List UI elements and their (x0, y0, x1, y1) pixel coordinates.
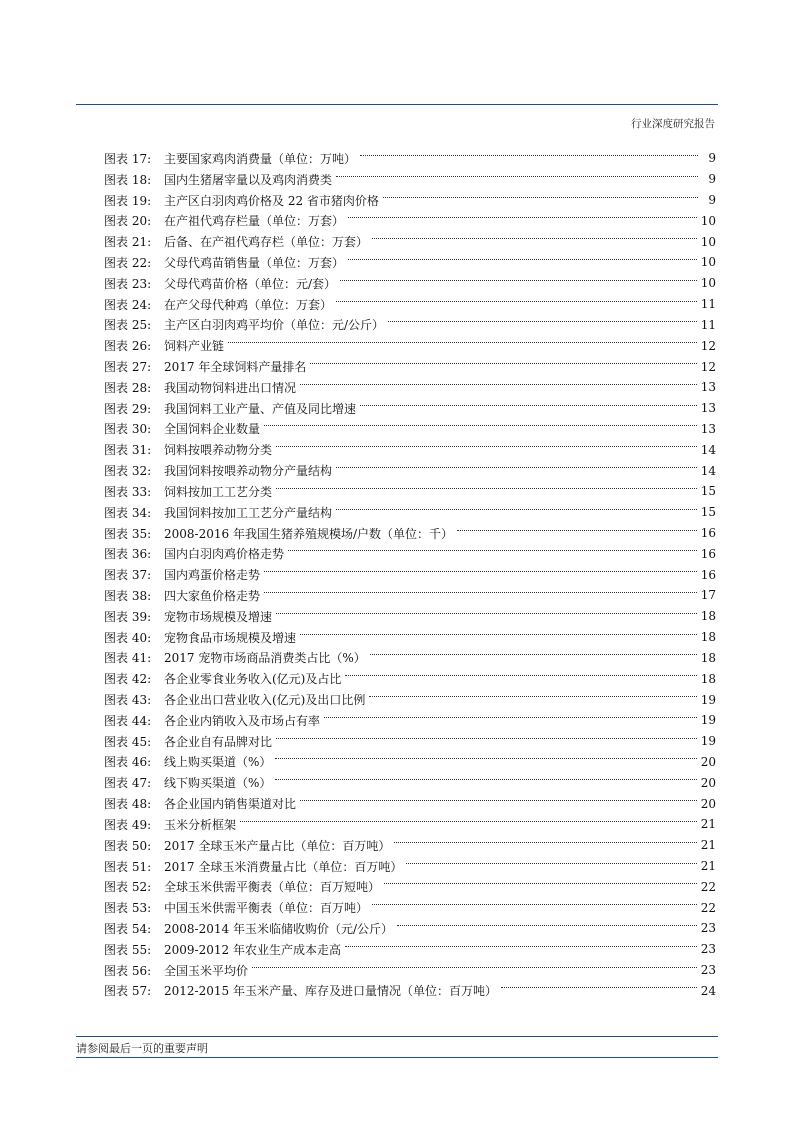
toc-entry-label: 图表 17: (104, 151, 152, 166)
toc-entry-title: 宠物市场规模及增速 (164, 609, 273, 624)
toc-entry-title: 各企业内销收入及市场占有率 (164, 713, 321, 728)
toc-entry-label: 图表 35: (104, 526, 152, 541)
toc-dot-leader (348, 217, 697, 218)
toc-entry-page-number: 18 (700, 650, 716, 665)
toc-dot-leader (288, 550, 697, 551)
toc-entry[interactable] (104, 752, 716, 773)
toc-entry-label: 图表 26: (104, 339, 152, 354)
toc-entry-page-number: 14 (700, 442, 716, 457)
toc-dot-leader (340, 280, 697, 281)
toc-entry[interactable] (104, 169, 716, 190)
toc-entry-label: 图表 46: (104, 755, 152, 770)
toc-dot-leader (336, 176, 698, 177)
toc-entry-page-number: 23 (700, 942, 716, 957)
toc-entry-title: 2008-2014 年玉米临储收购价（元/公斤） (164, 921, 393, 936)
toc-entry-label: 图表 20: (104, 214, 152, 229)
toc-dot-leader (369, 696, 696, 697)
toc-entry[interactable] (104, 689, 716, 710)
toc-entry-title: 各企业出口营业收入(亿元)及出口比例 (164, 693, 366, 708)
toc-entry-page-number: 15 (700, 505, 716, 520)
toc-entry-page-number: 20 (700, 775, 716, 790)
toc-entry-label: 图表 53: (104, 901, 152, 916)
toc-entry[interactable] (104, 148, 716, 169)
toc-dot-leader (240, 821, 697, 822)
toc-dot-leader (264, 571, 697, 572)
toc-dot-leader (252, 967, 697, 968)
toc-entry-title: 我国饲料按加工工艺分产量结构 (164, 505, 333, 520)
toc-entry-label: 图表 25: (104, 318, 152, 333)
toc-entry-title: 四大家鱼价格走势 (164, 588, 261, 603)
toc-dot-leader (324, 717, 697, 718)
toc-dot-leader (275, 758, 696, 759)
toc-entry-title: 线下购买渠道（%） (164, 776, 272, 791)
toc-entry-label: 图表 28: (104, 380, 152, 395)
toc-entry-page-number: 23 (700, 921, 716, 936)
toc-entry-title: 饲料按加工工艺分类 (164, 484, 273, 499)
toc-dot-leader (336, 509, 697, 510)
toc-entry-title: 宠物食品市场规模及增速 (164, 630, 297, 645)
header-rule (76, 104, 718, 105)
toc-dot-leader (372, 238, 697, 239)
toc-entry-page-number: 11 (700, 297, 716, 312)
toc-dot-leader (406, 863, 696, 864)
toc-entry[interactable] (104, 731, 716, 752)
toc-entry[interactable] (104, 981, 716, 1002)
toc-dot-leader (276, 446, 697, 447)
toc-entry-title: 我国动物饲料进出口情况 (164, 380, 297, 395)
toc-entry-label: 图表 36: (104, 547, 152, 562)
toc-entry-label: 图表 57: (104, 984, 152, 999)
toc-entry-label: 图表 54: (104, 921, 152, 936)
toc-dot-leader (310, 363, 696, 364)
toc-entry-label: 图表 32: (104, 464, 152, 479)
toc-entry-title: 国内鸡蛋价格走势 (164, 568, 261, 583)
toc-entry-page-number: 21 (700, 838, 716, 853)
toc-entry[interactable] (104, 585, 716, 606)
toc-entry[interactable] (104, 481, 716, 502)
toc-entry-label: 图表 30: (104, 422, 152, 437)
toc-entry[interactable] (104, 439, 716, 460)
toc-entry[interactable] (104, 793, 716, 814)
report-type-label: 行业深度研究报告 (631, 118, 715, 130)
toc-entry-label: 图表 33: (104, 484, 152, 499)
toc-entry-page-number: 10 (700, 213, 716, 228)
toc-entry-page-number: 18 (700, 671, 716, 686)
toc-entry-label: 图表 56: (104, 963, 152, 978)
toc-entry-label: 图表 41: (104, 651, 152, 666)
toc-dot-leader (345, 675, 696, 676)
toc-entry-page-number: 16 (700, 567, 716, 582)
toc-entry-page-number: 9 (708, 193, 716, 208)
toc-entry[interactable] (104, 502, 716, 523)
toc-dot-leader (336, 467, 697, 468)
toc-entry[interactable] (104, 876, 716, 897)
toc-entry-title: 全国饲料企业数量 (164, 422, 261, 437)
toc-dot-leader (384, 883, 697, 884)
toc-dot-leader (457, 530, 697, 531)
toc-entry-label: 图表 52: (104, 880, 152, 895)
toc-entry[interactable] (104, 606, 716, 627)
table-of-figures (104, 148, 716, 1001)
toc-entry-page-number: 10 (700, 234, 716, 249)
toc-entry-label: 图表 44: (104, 713, 152, 728)
toc-entry-title: 在产祖代鸡存栏量（单位：万套） (164, 214, 345, 229)
toc-entry-title: 国内生猪屠宰量以及鸡肉消费类 (164, 172, 333, 187)
toc-dot-leader (264, 592, 697, 593)
toc-entry-label: 图表 23: (104, 276, 152, 291)
toc-entry-title: 2017 年全球饲料产量排名 (164, 360, 307, 375)
toc-dot-leader (276, 613, 697, 614)
toc-dot-leader (501, 987, 697, 988)
toc-entry-page-number: 14 (700, 463, 716, 478)
toc-dot-leader (370, 654, 697, 655)
toc-entry-page-number: 24 (700, 983, 716, 998)
footer-rule-lower (76, 1057, 718, 1058)
toc-entry-page-number: 11 (700, 317, 716, 332)
toc-entry[interactable] (104, 315, 716, 336)
toc-entry-label: 图表 50: (104, 838, 152, 853)
toc-entry-page-number: 13 (700, 401, 716, 416)
toc-dot-leader (360, 405, 697, 406)
toc-entry[interactable] (104, 772, 716, 793)
toc-entry-label: 图表 51: (104, 859, 152, 874)
toc-entry-page-number: 22 (700, 900, 716, 915)
toc-entry[interactable] (104, 814, 716, 835)
toc-entry-title: 玉米分析框架 (164, 817, 237, 832)
toc-entry-page-number: 13 (700, 421, 716, 436)
toc-entry-page-number: 13 (700, 380, 716, 395)
toc-entry-title: 我国饲料工业产量、产值及同比增速 (164, 401, 357, 416)
toc-entry[interactable] (104, 627, 716, 648)
toc-entry-label: 图表 40: (104, 630, 152, 645)
toc-entry-label: 图表 43: (104, 693, 152, 708)
toc-entry[interactable] (104, 648, 716, 669)
toc-entry-page-number: 19 (700, 692, 716, 707)
toc-entry-title: 2017 宠物市场商品消费类占比（%） (164, 651, 366, 666)
toc-entry-title: 饲料按喂养动物分类 (164, 443, 273, 458)
toc-entry-page-number: 22 (700, 879, 716, 894)
toc-entry-label: 图表 29: (104, 401, 152, 416)
toc-entry[interactable] (104, 856, 716, 877)
toc-entry-title: 主产区白羽肉鸡价格及 22 省市猪肉价格 (164, 193, 379, 208)
toc-entry[interactable] (104, 835, 716, 856)
toc-dot-leader (348, 259, 697, 260)
toc-entry-page-number: 18 (700, 630, 716, 645)
toc-entry-title: 父母代鸡苗销售量（单位：万套） (164, 255, 345, 270)
toc-dot-leader (336, 301, 697, 302)
disclaimer-note: 请参阅最后一页的重要声明 (76, 1042, 208, 1055)
toc-entry-label: 图表 24: (104, 297, 152, 312)
toc-entry-page-number: 18 (700, 609, 716, 624)
toc-dot-leader (264, 425, 697, 426)
toc-entry-label: 图表 19: (104, 193, 152, 208)
toc-entry-label: 图表 38: (104, 588, 152, 603)
toc-entry-label: 图表 18: (104, 172, 152, 187)
toc-dot-leader (228, 342, 697, 343)
toc-entry-label: 图表 49: (104, 817, 152, 832)
toc-entry-title: 2017 全球玉米产量占比（单位：百万吨） (164, 838, 391, 853)
toc-entry-label: 图表 55: (104, 942, 152, 957)
toc-entry[interactable] (104, 419, 716, 440)
toc-entry[interactable] (104, 460, 716, 481)
toc-entry-title: 中国玉米供需平衡表（单位：百万吨） (164, 901, 369, 916)
toc-entry-page-number: 16 (700, 526, 716, 541)
toc-entry-title: 饲料产业链 (164, 339, 225, 354)
toc-entry-page-number: 9 (708, 151, 716, 166)
toc-entry[interactable] (104, 210, 716, 231)
toc-entry-title: 2009-2012 年农业生产成本走高 (164, 942, 341, 957)
toc-entry-title: 各企业零食业务收入(亿元)及占比 (164, 672, 342, 687)
toc-entry[interactable] (104, 939, 716, 960)
toc-entry-page-number: 12 (700, 338, 716, 353)
toc-entry-label: 图表 45: (104, 734, 152, 749)
toc-entry[interactable] (104, 398, 716, 419)
toc-dot-leader (360, 155, 698, 156)
toc-entry[interactable] (104, 960, 716, 981)
toc-entry-title: 我国饲料按喂养动物分产量结构 (164, 464, 333, 479)
toc-entry-page-number: 21 (700, 859, 716, 874)
toc-dot-leader (300, 800, 697, 801)
toc-dot-leader (388, 321, 697, 322)
toc-entry-title: 线上购买渠道（%） (164, 755, 272, 770)
toc-entry-page-number: 16 (700, 546, 716, 561)
toc-entry-title: 各企业自有品牌对比 (164, 734, 273, 749)
toc-entry-page-number: 17 (700, 588, 716, 603)
toc-entry-page-number: 21 (700, 817, 716, 832)
toc-dot-leader (275, 779, 696, 780)
toc-entry[interactable] (104, 918, 716, 939)
toc-dot-leader (397, 925, 697, 926)
toc-entry-label: 图表 37: (104, 568, 152, 583)
toc-entry-title: 全球玉米供需平衡表（单位：百万短吨） (164, 880, 381, 895)
toc-entry[interactable] (104, 231, 716, 252)
toc-entry-page-number: 9 (708, 172, 716, 187)
toc-entry-page-number: 10 (700, 255, 716, 270)
toc-entry-title: 父母代鸡苗价格（单位：元/套） (164, 276, 337, 291)
footer-rule (76, 1036, 718, 1037)
toc-entry-page-number: 19 (700, 734, 716, 749)
toc-entry-label: 图表 22: (104, 255, 152, 270)
toc-entry[interactable] (104, 710, 716, 731)
toc-entry-label: 图表 21: (104, 235, 152, 250)
toc-entry[interactable] (104, 523, 716, 544)
toc-dot-leader (276, 488, 697, 489)
toc-entry-label: 图表 34: (104, 505, 152, 520)
toc-entry-label: 图表 27: (104, 360, 152, 375)
toc-entry[interactable] (104, 190, 716, 211)
toc-entry-label: 图表 47: (104, 776, 152, 791)
toc-entry-title: 全国玉米平均价 (164, 963, 249, 978)
toc-entry-title: 后备、在产祖代鸡存栏（单位：万套） (164, 235, 369, 250)
toc-entry[interactable] (104, 897, 716, 918)
toc-entry-page-number: 20 (700, 796, 716, 811)
toc-entry-page-number: 19 (700, 713, 716, 728)
toc-entry-title: 主产区白羽肉鸡平均价（单位：元/公斤） (164, 318, 385, 333)
toc-entry[interactable] (104, 335, 716, 356)
toc-dot-leader (276, 738, 697, 739)
toc-entry-title: 2008-2016 年我国生猪养殖规模场/户数（单位：千） (164, 526, 453, 541)
toc-entry-title: 主要国家鸡肉消费量（单位：万吨） (164, 151, 357, 166)
toc-entry-title: 各企业国内销售渠道对比 (164, 797, 297, 812)
toc-entry[interactable] (104, 564, 716, 585)
toc-entry[interactable] (104, 668, 716, 689)
toc-entry-label: 图表 31: (104, 443, 152, 458)
toc-entry-title: 在产父母代种鸡（单位：万套） (164, 297, 333, 312)
toc-dot-leader (383, 197, 698, 198)
toc-entry-page-number: 10 (700, 276, 716, 291)
toc-entry[interactable] (104, 294, 716, 315)
toc-entry-title: 2017 全球玉米消费量占比（单位：百万吨） (164, 859, 403, 874)
toc-dot-leader (300, 634, 697, 635)
toc-entry-title: 2012-2015 年玉米产量、库存及进口量情况（单位：百万吨） (164, 984, 497, 999)
toc-entry[interactable] (104, 377, 716, 398)
toc-entry-page-number: 23 (700, 963, 716, 978)
toc-entry-label: 图表 39: (104, 609, 152, 624)
toc-dot-leader (372, 904, 697, 905)
toc-entry-page-number: 15 (700, 484, 716, 499)
toc-entry-title: 国内白羽肉鸡价格走势 (164, 547, 285, 562)
toc-entry-label: 图表 48: (104, 797, 152, 812)
toc-dot-leader (394, 842, 696, 843)
toc-entry-page-number: 12 (700, 359, 716, 374)
toc-dot-leader (345, 946, 697, 947)
toc-entry[interactable] (104, 252, 716, 273)
toc-entry[interactable] (104, 273, 716, 294)
toc-entry-label: 图表 42: (104, 672, 152, 687)
toc-entry[interactable] (104, 356, 716, 377)
toc-entry-page-number: 20 (700, 754, 716, 769)
toc-dot-leader (300, 384, 697, 385)
toc-entry[interactable] (104, 543, 716, 564)
